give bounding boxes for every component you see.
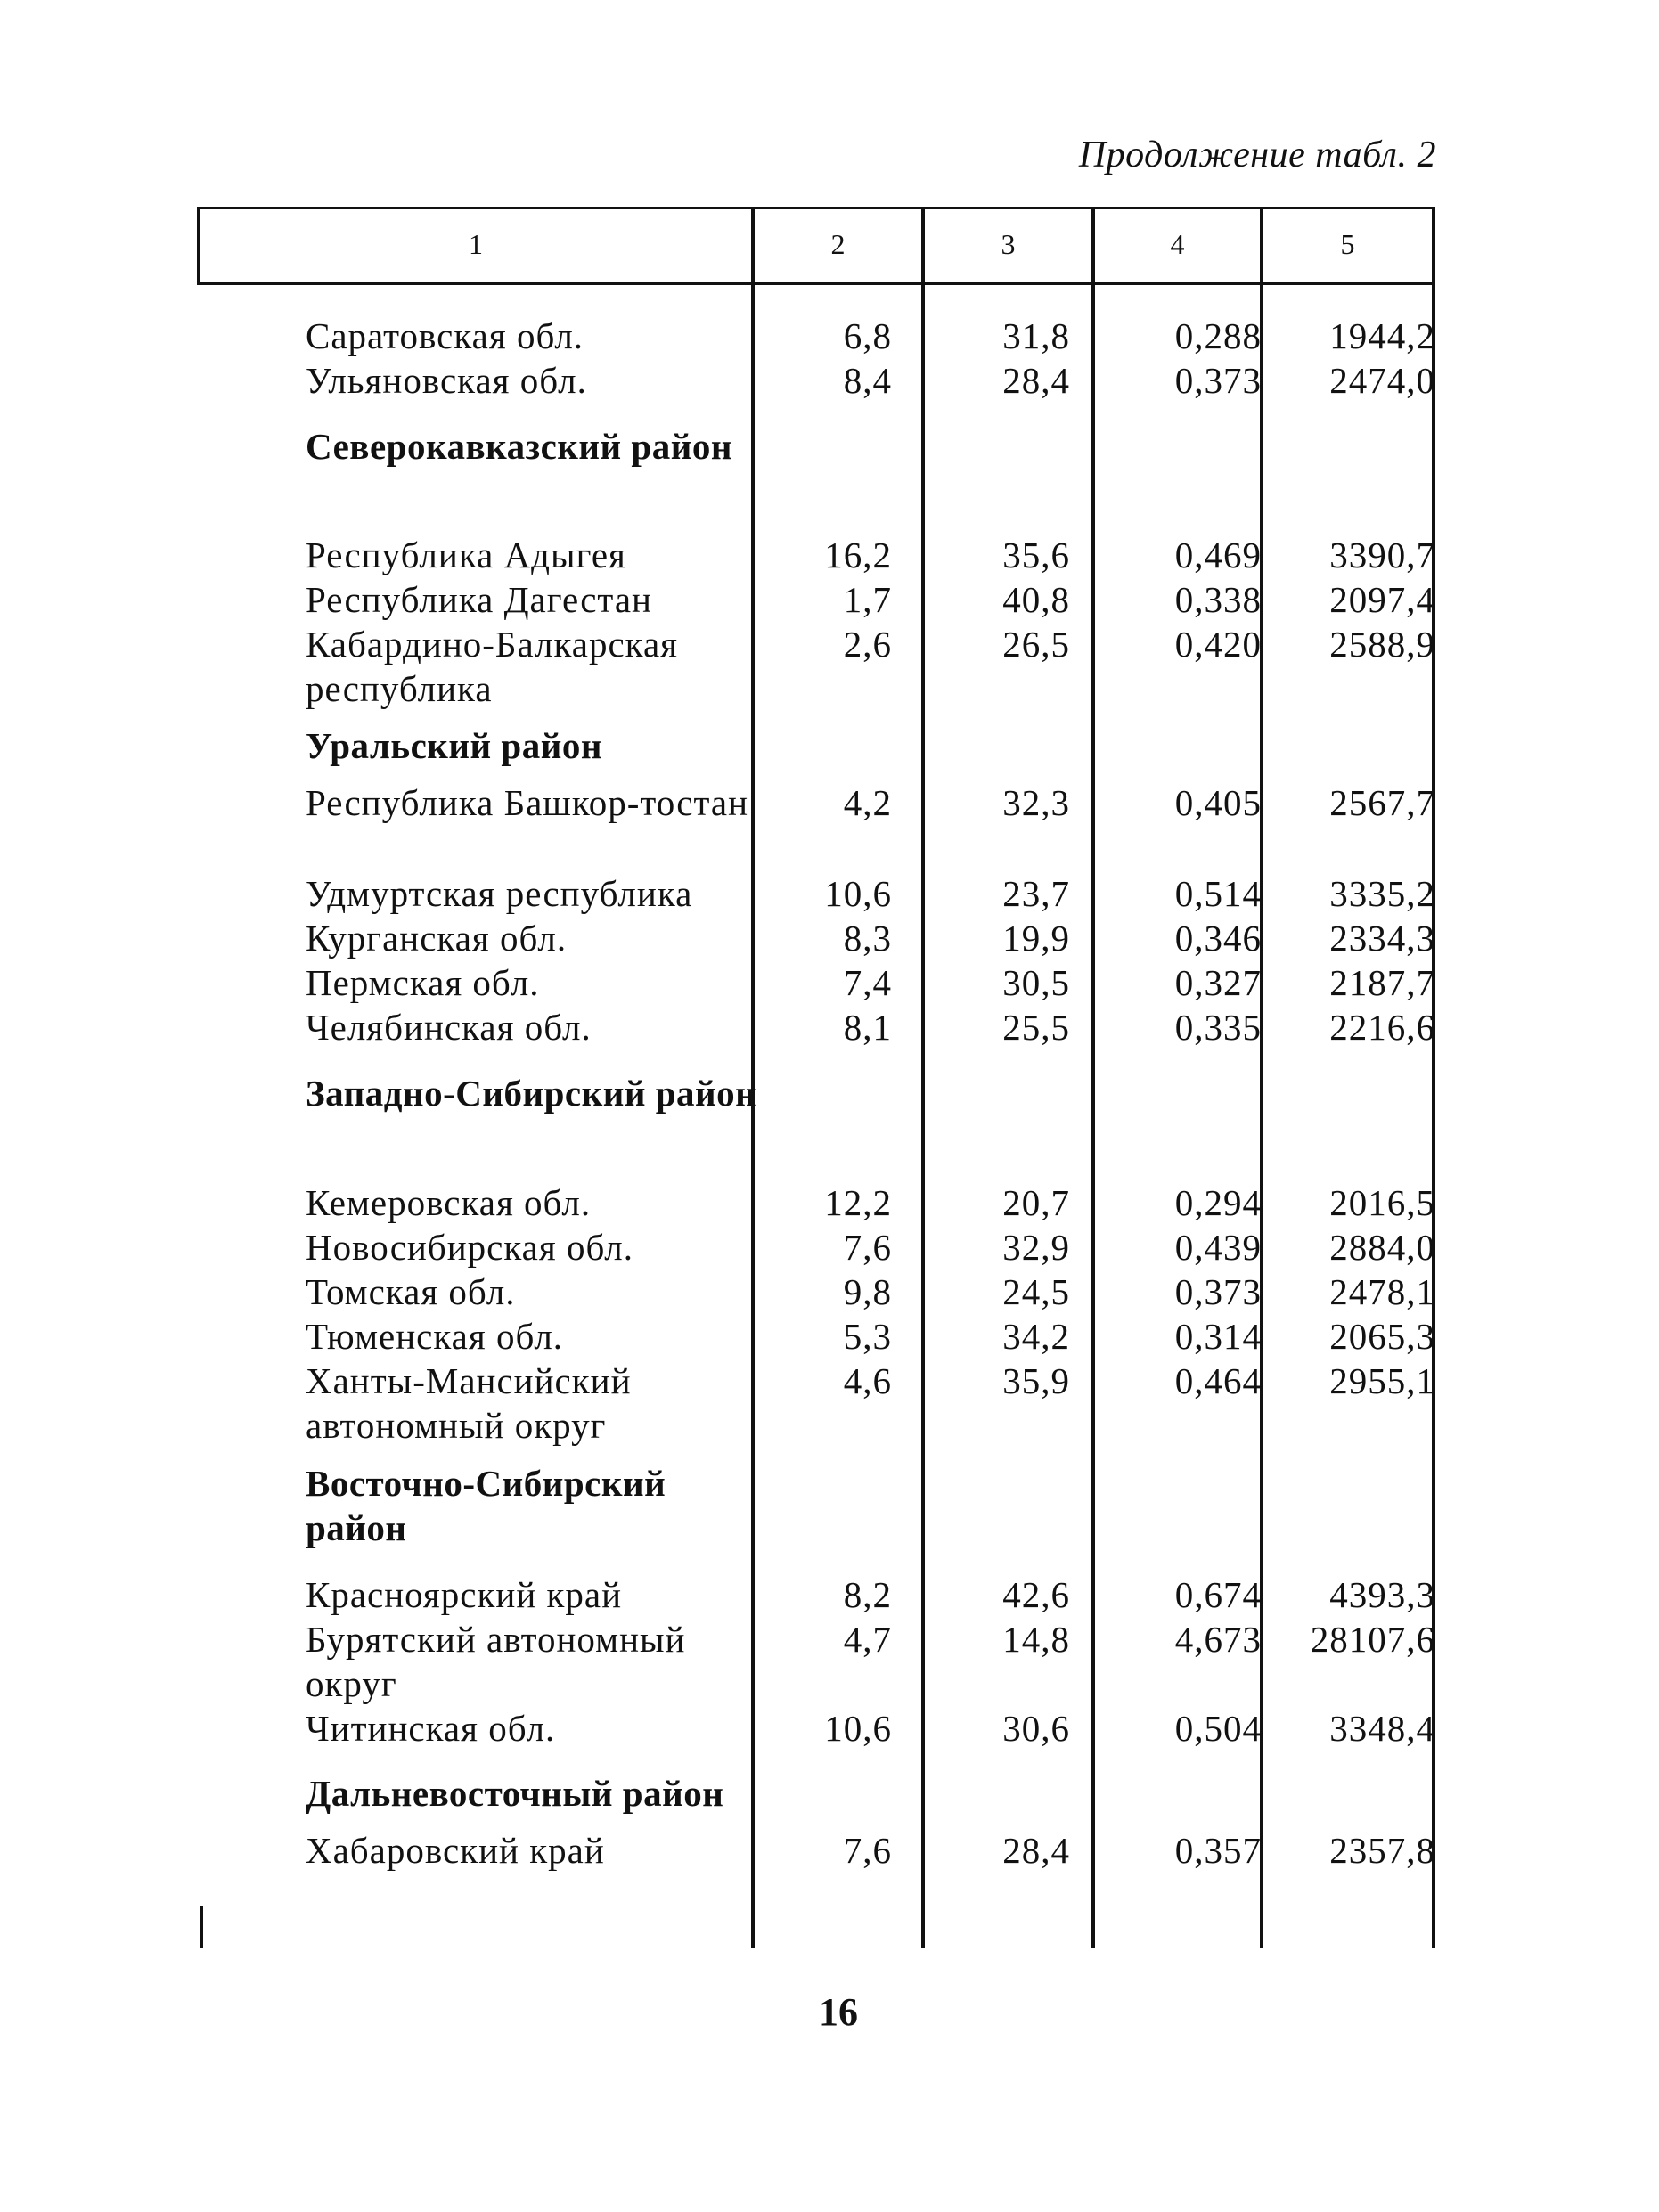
region-name: Челябинская обл. xyxy=(306,1007,592,1048)
cell-col-5: 2588,9 xyxy=(1329,624,1435,665)
cell-col-2: 8,2 xyxy=(843,1574,892,1615)
region-name: Читинская обл. xyxy=(306,1708,556,1749)
column-divider-3 xyxy=(1091,207,1095,1948)
cell-col-2: 5,3 xyxy=(843,1316,892,1357)
region-name: Томская обл. xyxy=(306,1271,516,1312)
cell-col-2: 16,2 xyxy=(824,535,892,575)
cell-col-2: 9,8 xyxy=(843,1271,892,1312)
cell-col-3: 30,5 xyxy=(1002,962,1070,1003)
region-group-name: Восточно-Сибирский район xyxy=(306,1463,666,1548)
cell-col-5: 2478,1 xyxy=(1329,1271,1435,1312)
region-name: Саратовская обл. xyxy=(306,315,584,356)
cell-col-5: 28107,6 xyxy=(1310,1619,1435,1660)
region-group-name: Северокавказский район xyxy=(306,426,732,467)
cell-col-4: 0,514 xyxy=(1174,873,1262,914)
cell-col-2: 7,6 xyxy=(843,1227,892,1268)
right-border xyxy=(1432,207,1435,1948)
header-col-3: 3 xyxy=(1001,228,1016,260)
cell-col-3: 31,8 xyxy=(1002,315,1070,356)
region-name: Ульяновская обл. xyxy=(306,360,587,401)
cell-col-2: 12,2 xyxy=(824,1182,892,1223)
cell-col-3: 40,8 xyxy=(1002,579,1070,620)
cell-col-4: 0,439 xyxy=(1174,1227,1262,1268)
cell-col-4: 0,504 xyxy=(1174,1708,1262,1749)
cell-col-5: 2955,1 xyxy=(1329,1360,1435,1401)
cell-col-5: 3335,2 xyxy=(1329,873,1435,914)
cell-col-3: 20,7 xyxy=(1002,1182,1070,1223)
cell-col-5: 1944,2 xyxy=(1329,315,1435,356)
cell-col-5: 2216,6 xyxy=(1329,1007,1435,1048)
cell-col-2: 7,4 xyxy=(843,962,892,1003)
cell-col-4: 0,346 xyxy=(1174,918,1262,959)
region-name: Красноярский край xyxy=(306,1574,623,1615)
region-name: Удмуртская республика xyxy=(306,873,693,914)
cell-col-3: 35,6 xyxy=(1002,535,1070,575)
cell-col-5: 2357,8 xyxy=(1329,1830,1435,1871)
cell-col-2: 2,6 xyxy=(843,624,892,665)
cell-col-5: 4393,3 xyxy=(1329,1574,1435,1615)
region-name: Республика Дагестан xyxy=(306,579,652,620)
cell-col-4: 0,327 xyxy=(1174,962,1262,1003)
region-name: Кемеровская обл. xyxy=(306,1182,592,1223)
cell-col-2: 8,1 xyxy=(843,1007,892,1048)
cell-col-4: 0,357 xyxy=(1174,1830,1262,1871)
cell-col-5: 2097,4 xyxy=(1329,579,1435,620)
cell-col-4: 4,673 xyxy=(1174,1619,1262,1660)
cell-col-5: 2187,7 xyxy=(1329,962,1435,1003)
cell-col-5: 3348,4 xyxy=(1329,1708,1435,1749)
region-name: Тюменская обл. xyxy=(306,1316,564,1357)
cell-col-4: 0,405 xyxy=(1174,782,1262,823)
cell-col-5: 2567,7 xyxy=(1329,782,1435,823)
region-name: Ханты-Мансийский автономный округ xyxy=(306,1360,632,1446)
cell-col-5: 2884,0 xyxy=(1329,1227,1435,1268)
cell-col-3: 34,2 xyxy=(1002,1316,1070,1357)
cell-col-3: 35,9 xyxy=(1002,1360,1070,1401)
column-divider-4 xyxy=(1260,207,1263,1948)
cell-col-2: 8,4 xyxy=(843,360,892,401)
header-col-5: 5 xyxy=(1340,228,1355,260)
cell-col-5: 2065,3 xyxy=(1329,1316,1435,1357)
cell-col-5: 3390,7 xyxy=(1329,535,1435,575)
cell-col-4: 0,464 xyxy=(1174,1360,1262,1401)
cell-col-2: 10,6 xyxy=(824,873,892,914)
cell-col-3: 28,4 xyxy=(1002,360,1070,401)
region-name: Курганская обл. xyxy=(306,918,568,959)
cell-col-5: 2474,0 xyxy=(1329,360,1435,401)
cell-col-2: 4,7 xyxy=(843,1619,892,1660)
cell-col-4: 0,373 xyxy=(1174,360,1262,401)
region-name: Республика Башкор-тостан xyxy=(306,782,749,823)
cell-col-4: 0,294 xyxy=(1174,1182,1262,1223)
cell-col-4: 0,288 xyxy=(1174,315,1262,356)
cell-col-3: 23,7 xyxy=(1002,873,1070,914)
header-bottom-rule xyxy=(197,282,1435,285)
cell-col-4: 0,420 xyxy=(1174,624,1262,665)
region-group-name: Западно-Сибирский район xyxy=(306,1073,757,1114)
region-name: Новосибирская обл. xyxy=(306,1227,634,1268)
region-group-name: Уральский район xyxy=(306,725,602,766)
cell-col-3: 19,9 xyxy=(1002,918,1070,959)
cell-col-2: 6,8 xyxy=(843,315,892,356)
region-name: Бурятский автономный округ xyxy=(306,1619,686,1704)
cell-col-3: 42,6 xyxy=(1002,1574,1070,1615)
page-number: 16 xyxy=(819,1990,858,2034)
cell-col-2: 7,6 xyxy=(843,1830,892,1871)
region-group-name: Дальневосточный район xyxy=(306,1773,724,1814)
cell-col-3: 32,3 xyxy=(1002,782,1070,823)
region-name: Республика Адыгея xyxy=(306,535,626,575)
cell-col-4: 0,335 xyxy=(1174,1007,1262,1048)
cell-col-3: 25,5 xyxy=(1002,1007,1070,1048)
cell-col-5: 2334,3 xyxy=(1329,918,1435,959)
region-name: Хабаровский край xyxy=(306,1830,605,1871)
cell-col-2: 4,6 xyxy=(843,1360,892,1401)
left-border-stub xyxy=(200,1906,203,1948)
cell-col-2: 8,3 xyxy=(843,918,892,959)
region-name: Кабардино-Балкарская республика xyxy=(306,624,679,709)
cell-col-3: 14,8 xyxy=(1002,1619,1070,1660)
cell-col-3: 28,4 xyxy=(1002,1830,1070,1871)
table-caption: Продолжение табл. 2 xyxy=(1078,135,1436,175)
cell-col-4: 0,373 xyxy=(1174,1271,1262,1312)
header-col-1: 1 xyxy=(469,228,483,260)
cell-col-3: 26,5 xyxy=(1002,624,1070,665)
cell-col-4: 0,338 xyxy=(1174,579,1262,620)
column-divider-2 xyxy=(921,207,925,1948)
cell-col-4: 0,469 xyxy=(1174,535,1262,575)
cell-col-3: 24,5 xyxy=(1002,1271,1070,1312)
cell-col-2: 1,7 xyxy=(843,579,892,620)
cell-col-4: 0,314 xyxy=(1174,1316,1262,1357)
cell-col-2: 4,2 xyxy=(843,782,892,823)
header-col-4: 4 xyxy=(1170,228,1185,260)
cell-col-5: 2016,5 xyxy=(1329,1182,1435,1223)
cell-col-4: 0,674 xyxy=(1174,1574,1262,1615)
region-name: Пермская обл. xyxy=(306,962,540,1003)
cell-col-3: 32,9 xyxy=(1002,1227,1070,1268)
cell-col-2: 10,6 xyxy=(824,1708,892,1749)
header-col-2: 2 xyxy=(830,228,846,260)
cell-col-3: 30,6 xyxy=(1002,1708,1070,1749)
